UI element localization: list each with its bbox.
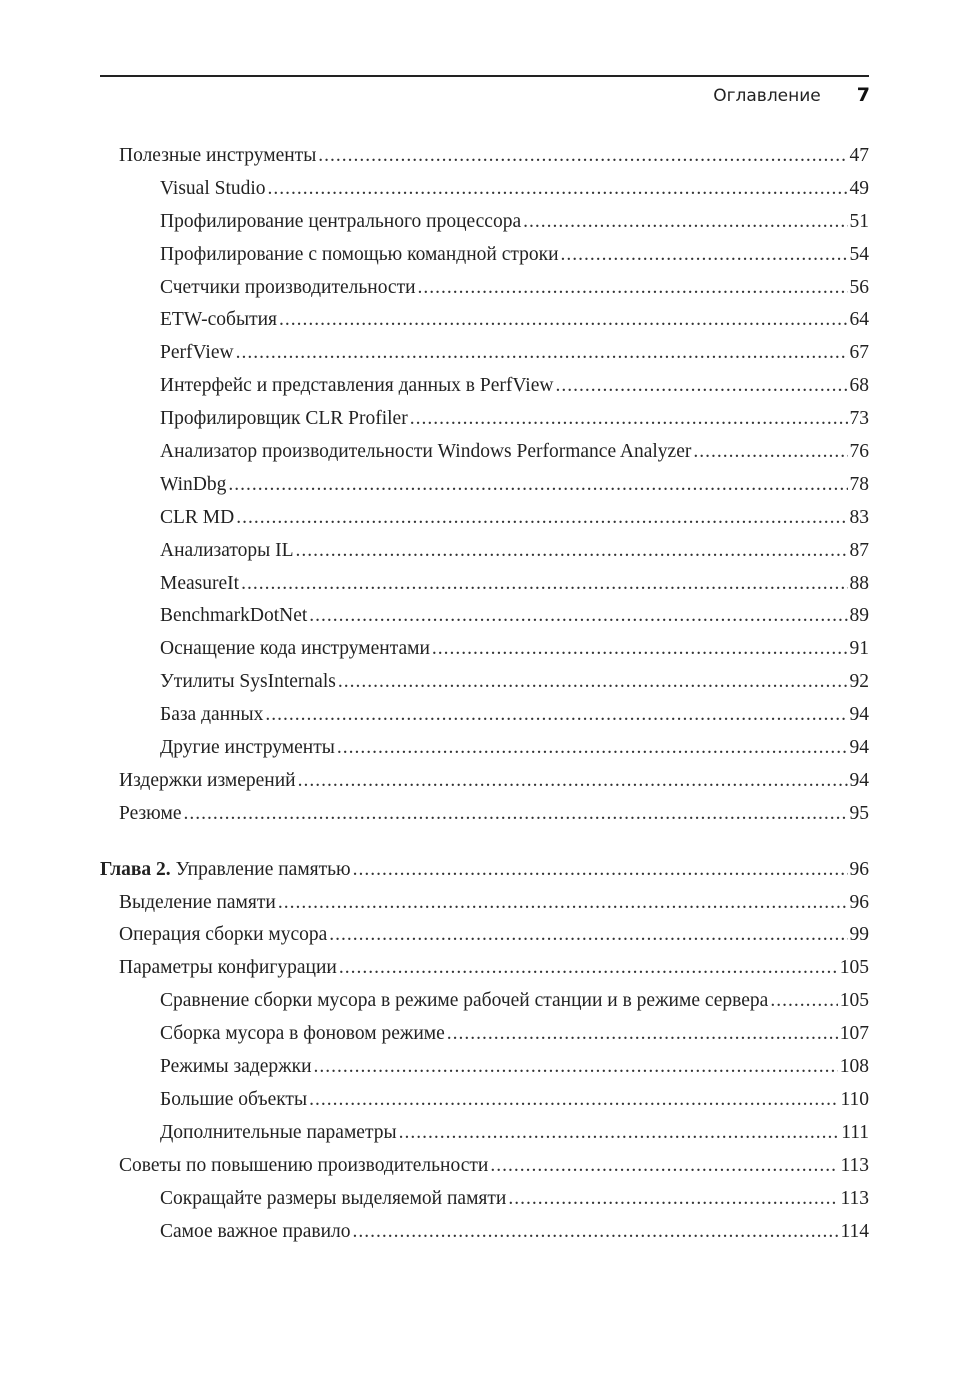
toc-entry-title: Советы по повышению производительности bbox=[119, 1154, 489, 1176]
toc-entry[interactable] bbox=[100, 1183, 869, 1216]
toc-entry[interactable] bbox=[100, 535, 869, 568]
toc-entry-page: 49 bbox=[849, 177, 869, 199]
toc-entry-page: 87 bbox=[849, 539, 869, 561]
toc-entry-page: 111 bbox=[841, 1121, 869, 1143]
toc-entry[interactable] bbox=[100, 985, 869, 1018]
dot-leader bbox=[309, 1084, 838, 1117]
toc-entry[interactable] bbox=[100, 699, 869, 732]
toc-entry[interactable] bbox=[100, 666, 869, 699]
toc-entry[interactable] bbox=[100, 403, 869, 436]
toc-entry-title: Счетчики производительности bbox=[160, 276, 416, 298]
toc-entry-title: Режимы задержки bbox=[160, 1056, 312, 1078]
toc-entry-page: 89 bbox=[849, 605, 869, 627]
dot-leader bbox=[278, 887, 848, 920]
toc-entry-page: 67 bbox=[849, 342, 869, 364]
toc-entry[interactable] bbox=[100, 919, 869, 952]
toc-entry-title: MeasureIt bbox=[160, 572, 240, 594]
toc-entry[interactable] bbox=[100, 469, 869, 502]
toc-entry[interactable] bbox=[100, 1018, 869, 1051]
dot-leader bbox=[339, 952, 838, 985]
toc-entry-page: 108 bbox=[839, 1056, 869, 1078]
toc-entry-title: Издержки измерений bbox=[119, 769, 296, 791]
toc-entry-title: Операция сборки мусора bbox=[119, 924, 328, 946]
toc-entry-page: 107 bbox=[839, 1023, 869, 1045]
running-title: Оглавление bbox=[713, 86, 821, 106]
toc-entry-page: 83 bbox=[849, 506, 869, 528]
dot-leader bbox=[241, 568, 847, 601]
toc-entry[interactable] bbox=[100, 887, 869, 920]
toc-entry-title: База данных bbox=[160, 704, 264, 726]
dot-leader bbox=[693, 436, 847, 469]
toc-entry-title: Другие инструменты bbox=[160, 737, 335, 759]
toc-entry-page: 91 bbox=[849, 638, 869, 660]
toc-entry[interactable] bbox=[100, 952, 869, 985]
dot-leader bbox=[561, 239, 848, 272]
toc-entry-title: BenchmarkDotNet bbox=[160, 605, 308, 627]
dot-leader bbox=[555, 370, 847, 403]
toc-entry[interactable] bbox=[100, 633, 869, 666]
toc-entry-page: 56 bbox=[849, 276, 869, 298]
dot-leader bbox=[523, 206, 847, 239]
toc-entry-page: 105 bbox=[839, 957, 869, 979]
toc-entry-title: CLR MD bbox=[160, 506, 235, 528]
toc-entry[interactable] bbox=[100, 206, 869, 239]
toc-entry[interactable] bbox=[100, 1051, 869, 1084]
toc-entry-page: 47 bbox=[849, 145, 869, 166]
toc-entry-title: Большие объекты bbox=[160, 1088, 308, 1110]
toc-entry-title: Дополнительные параметры bbox=[160, 1121, 397, 1143]
dot-leader bbox=[353, 1216, 839, 1249]
chapter-title: Управление памятью bbox=[175, 858, 351, 880]
dot-leader bbox=[418, 272, 848, 305]
toc-entry-page: 95 bbox=[849, 802, 869, 824]
dot-leader bbox=[236, 502, 847, 535]
toc-entry-page: 51 bbox=[849, 210, 869, 232]
dot-leader bbox=[508, 1183, 838, 1216]
toc-entry-title: Параметры конфигурации bbox=[119, 957, 337, 979]
dot-leader bbox=[353, 854, 848, 887]
toc-entry[interactable] bbox=[100, 568, 869, 601]
dot-leader bbox=[338, 666, 848, 699]
toc-entry-page: 92 bbox=[849, 671, 869, 693]
toc-section-bottom bbox=[100, 887, 869, 1249]
toc-entry-page: 114 bbox=[840, 1220, 869, 1242]
toc-entry-title: Резюме bbox=[119, 802, 182, 824]
dot-leader bbox=[329, 919, 847, 952]
dot-leader bbox=[279, 304, 848, 337]
toc-entry-page: 94 bbox=[849, 737, 869, 759]
toc-entry-page: 110 bbox=[840, 1088, 869, 1110]
toc-entry-title: Профилировщик CLR Profiler bbox=[160, 408, 408, 430]
toc-entry-page: 113 bbox=[840, 1154, 869, 1176]
toc-entry-page: 88 bbox=[849, 572, 869, 594]
toc-entry-title: Утилиты SysInternals bbox=[160, 671, 336, 693]
dot-leader bbox=[184, 798, 848, 831]
toc-entry-page: 113 bbox=[840, 1187, 869, 1209]
toc-entry[interactable] bbox=[100, 1150, 869, 1183]
toc-entry[interactable] bbox=[100, 304, 869, 337]
toc-entry-title: Сравнение сборки мусора в режиме рабочей станции и в режиме сервера bbox=[160, 990, 769, 1012]
toc-entry-title: PerfView bbox=[160, 342, 234, 364]
header-rule bbox=[100, 75, 869, 77]
toc-entry[interactable] bbox=[100, 140, 869, 173]
toc-entry[interactable] bbox=[100, 1117, 869, 1150]
toc-entry[interactable] bbox=[100, 600, 869, 633]
toc-entry[interactable] bbox=[100, 1216, 869, 1249]
toc-section-top bbox=[100, 140, 869, 831]
toc-entry-page: 54 bbox=[849, 243, 869, 265]
toc-entry-page: 94 bbox=[849, 769, 869, 791]
toc-entry-page: 68 bbox=[849, 375, 869, 397]
dot-leader bbox=[337, 732, 848, 765]
dot-leader bbox=[447, 1018, 838, 1051]
toc-entry-page: 105 bbox=[839, 990, 869, 1012]
table-of-contents bbox=[100, 140, 869, 1248]
dot-leader bbox=[296, 535, 848, 568]
dot-leader bbox=[268, 173, 848, 206]
toc-entry[interactable] bbox=[100, 370, 869, 403]
dot-leader bbox=[228, 469, 847, 502]
toc-entry-title: Выделение памяти bbox=[119, 891, 276, 913]
toc-entry[interactable] bbox=[100, 173, 869, 206]
toc-entry-title: Полезные инструменты bbox=[119, 145, 317, 166]
toc-entry[interactable] bbox=[100, 1084, 869, 1117]
toc-entry[interactable] bbox=[100, 239, 869, 272]
toc-entry-page: 96 bbox=[849, 891, 869, 913]
dot-leader bbox=[432, 633, 848, 666]
toc-entry[interactable] bbox=[100, 765, 869, 798]
toc-entry-title: ETW-события bbox=[160, 309, 277, 331]
toc-entry[interactable] bbox=[100, 732, 869, 765]
toc-entry[interactable] bbox=[100, 502, 869, 535]
toc-entry[interactable] bbox=[100, 798, 869, 831]
toc-entry-page: 78 bbox=[849, 473, 869, 495]
toc-entry-title: WinDbg bbox=[160, 473, 227, 495]
toc-entry[interactable] bbox=[100, 272, 869, 305]
dot-leader bbox=[318, 140, 847, 173]
toc-entry-title: Сокращайте размеры выделяемой памяти bbox=[160, 1187, 507, 1209]
dot-leader bbox=[410, 403, 848, 436]
page-number: 7 bbox=[856, 84, 870, 106]
toc-entry-title bbox=[100, 854, 351, 887]
toc-entry-title: Профилирование центрального процессора bbox=[160, 210, 522, 232]
dot-leader bbox=[770, 985, 837, 1018]
toc-entry-page: 73 bbox=[849, 408, 869, 430]
toc-entry-title: Анализатор производительности Windows Performance Analyzer bbox=[160, 441, 692, 463]
toc-entry[interactable] bbox=[100, 436, 869, 469]
toc-entry-title: Интерфейс и представления данных в PerfView bbox=[160, 375, 554, 397]
toc-entry-page: 96 bbox=[849, 858, 869, 880]
dot-leader bbox=[490, 1150, 838, 1183]
dot-leader bbox=[314, 1051, 838, 1084]
toc-entry[interactable] bbox=[100, 337, 869, 370]
toc-entry-title: Анализаторы IL bbox=[160, 539, 294, 561]
toc-entry-page: 64 bbox=[849, 309, 869, 331]
dot-leader bbox=[309, 600, 847, 633]
toc-entry-title: Оснащение кода инструментами bbox=[160, 638, 430, 660]
toc-entry-title: Сборка мусора в фоновом режиме bbox=[160, 1023, 445, 1045]
toc-entry-title: Visual Studio bbox=[160, 177, 266, 199]
dot-leader bbox=[298, 765, 848, 798]
toc-chapter-entry[interactable] bbox=[100, 854, 869, 887]
dot-leader bbox=[399, 1117, 840, 1150]
toc-entry-page: 99 bbox=[849, 924, 869, 946]
dot-leader bbox=[236, 337, 848, 370]
running-head bbox=[713, 84, 870, 106]
toc-entry-title: Профилирование с помощью командной строки bbox=[160, 243, 559, 265]
toc-entry-page: 94 bbox=[849, 704, 869, 726]
chapter-prefix: Глава 2. bbox=[100, 858, 171, 880]
toc-entry-title: Самое важное правило bbox=[160, 1220, 351, 1242]
dot-leader bbox=[265, 699, 847, 732]
toc-entry-page: 76 bbox=[849, 441, 869, 463]
